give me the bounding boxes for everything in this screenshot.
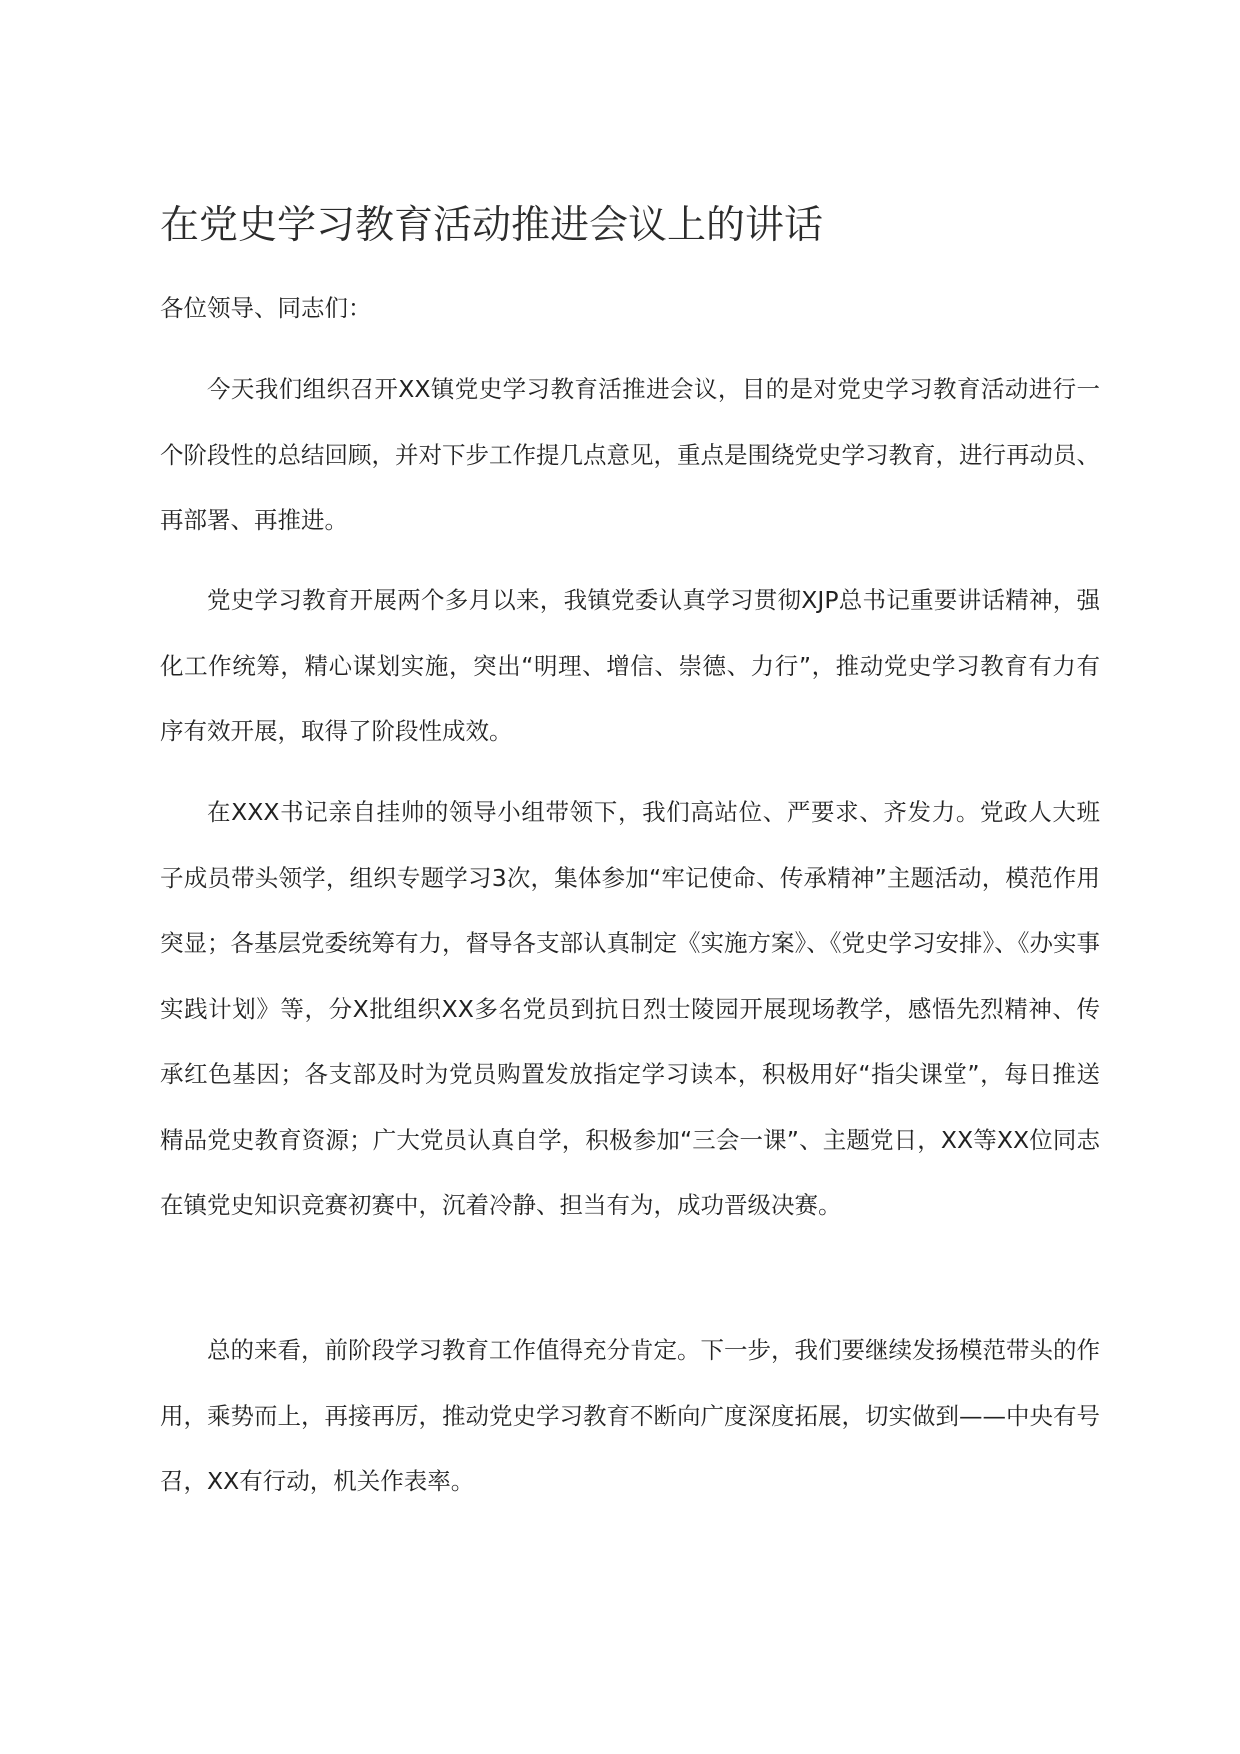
document-title: 在党史学习教育活动推进会议上的讲话 <box>160 203 824 248</box>
paragraph-1: 今天我们组织召开XX镇党史学习教育活推进会议，目的是对党史学习教育活动进行一个阶段性的总结回顾，并对下步工作提几点意见，重点是围绕党史学习教育，进行再动员、再部署、再推进。 <box>160 375 1100 534</box>
paragraph-2: 党史学习教育开展两个多月以来，我镇党委认真学习贯彻XJP总书记重要讲话精神，强化工作统筹，精心谋划实施，突出“明理、增信、崇德、力行”，推动党史学习教育有力有序有效开展，取得了阶段性成效。 <box>160 586 1100 745</box>
document-page <box>160 0 1100 1754</box>
paragraph-3: 在XXX书记亲自挂帅的领导小组带领下，我们高站位、严要求、齐发力。党政人大班子成员带头领学，组织专题学习3次，集体参加“牢记使命、传承精神”主题活动，模范作用突显；各基层党委统筹有力，督导各支部认真制定《实施方案》、《党史学习安排》、《办实事实践计划》等，分X批组织XX多名党员到抗日烈士陵园开展现场教学，感悟先烈精神、传承红色基因；各支部及时为党员购置发放指定学习读本，积极用好“指尖课堂”，每日推送精品党史教育资源；广大党员认真自学，积极参加“三会一课”、主题党日，XX等XX位同志在镇党史知识竞赛初赛中，沉着冷静、担当有为，成功晋级决赛。 <box>160 798 1100 1219</box>
paragraph-4: 总的来看，前阶段学习教育工作值得充分肯定。下一步，我们要继续发扬模范带头的作用，乘势而上，再接再厉，推动党史学习教育不断向广度深度拓展，切实做到——中央有号召，XX有行动，机关作表率。 <box>160 1336 1100 1495</box>
salutation: 各位领导、同志们： <box>160 294 372 322</box>
